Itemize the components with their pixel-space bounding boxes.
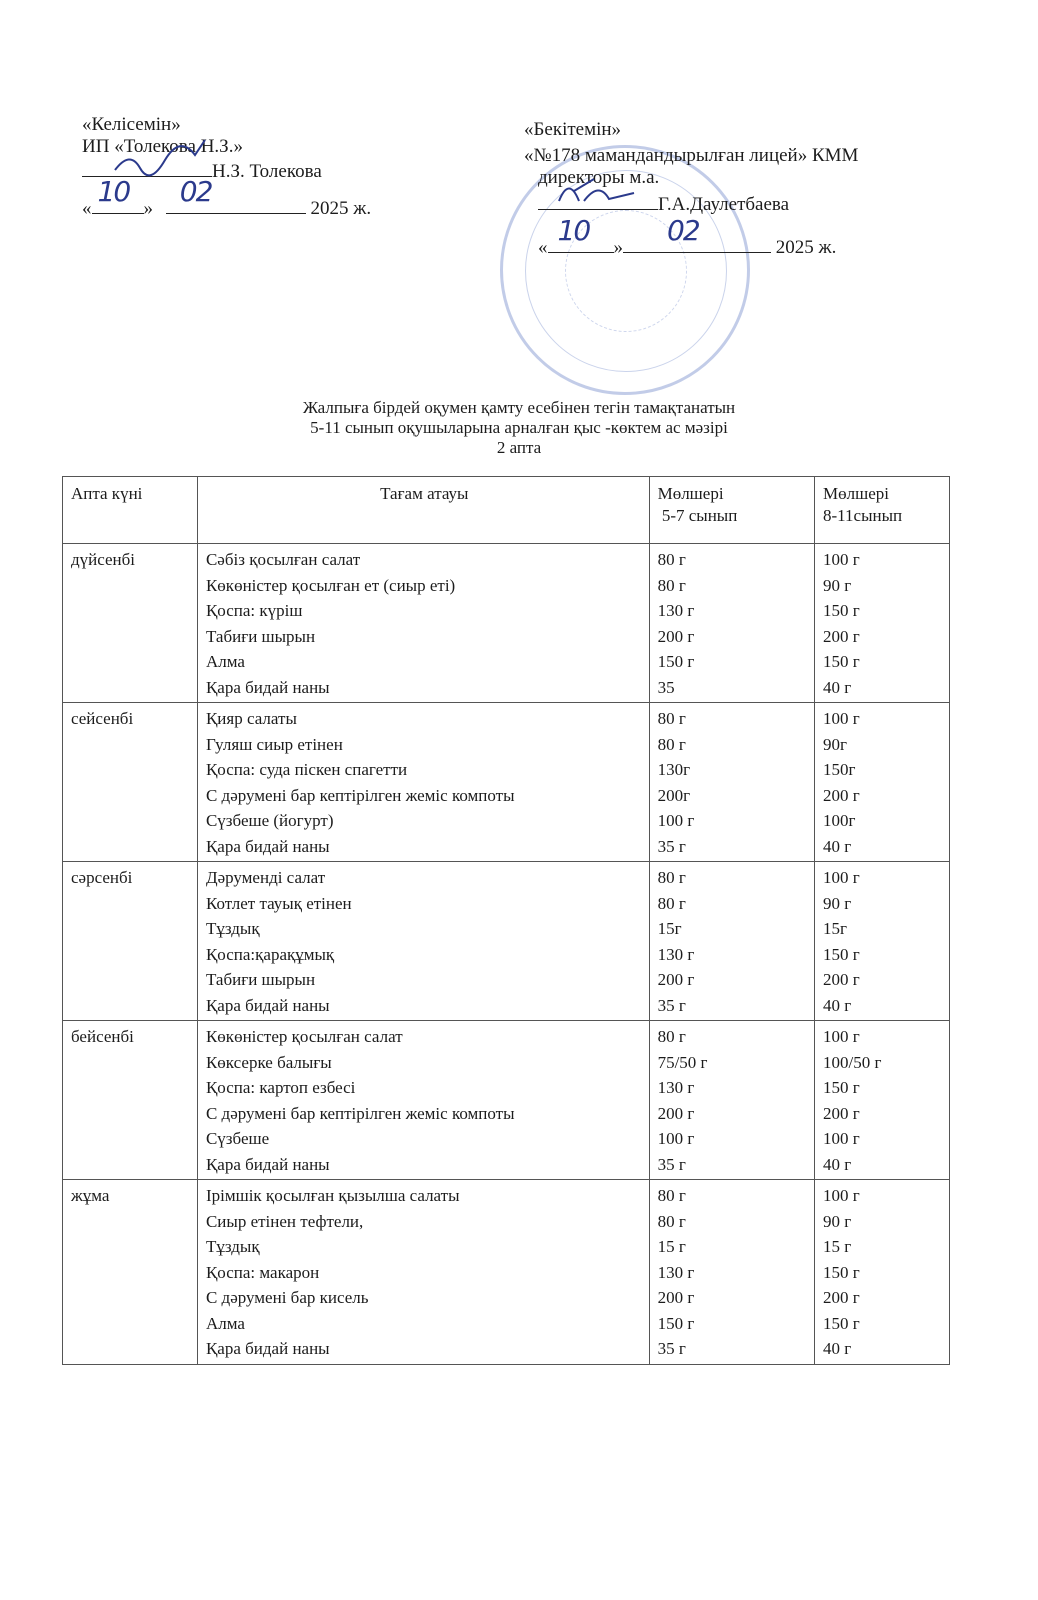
approval-right-position: директоры м.а. <box>538 167 660 188</box>
dish-name: Сиыр етінен тефтели, <box>205 1211 364 1231</box>
qty-value: 130 г <box>657 1078 695 1097</box>
qty-8-11-cell <box>815 703 950 862</box>
qty-value: 90 г <box>823 893 852 913</box>
qty-5-7-cell <box>649 862 814 1021</box>
approval-right-year: 2025 ж. <box>775 237 837 258</box>
dish-name: Дәруменді салат <box>205 868 326 887</box>
handwritten-day: 10 <box>97 175 130 208</box>
dish-name: Тұздық <box>205 1237 260 1256</box>
qty-8-11-cell <box>815 1021 950 1180</box>
dish-name: Гуляш сиыр етінен <box>205 734 343 754</box>
dish-name: Тұздық <box>205 919 260 938</box>
dish-name: Ірімшік қосылған қызылша салаты <box>205 1186 460 1205</box>
dish-name: Табиғи шырын <box>205 626 316 646</box>
handwritten-month: 02 <box>179 175 212 208</box>
header-day: Апта күні <box>63 477 198 544</box>
qty-value: 100 г <box>657 1129 695 1148</box>
document-title <box>0 398 1038 458</box>
header-qty-grade: 5-7 сынып <box>657 506 738 525</box>
approval-right-signature-line <box>524 191 858 216</box>
qty-value: 150 г <box>657 1313 695 1333</box>
day-cell <box>63 544 198 703</box>
dish-name: Котлет тауық етінен <box>205 893 352 913</box>
day-cell <box>63 862 198 1021</box>
qty-value: 15г <box>657 919 682 938</box>
qty-value: 200 г <box>823 970 860 989</box>
signature-icon <box>554 171 644 211</box>
qty-value: 35 г <box>657 1154 686 1174</box>
dish-name: Қоспа: картоп езбесі <box>205 1078 356 1097</box>
title-line-3: 2 апта <box>496 438 542 457</box>
menu-table <box>62 476 950 1365</box>
qty-value: 80 г <box>657 575 686 595</box>
qty-value: 130г <box>657 760 691 779</box>
dish-name: Қара бидай наны <box>205 1339 330 1358</box>
qty-8-11-cell <box>815 862 950 1021</box>
qty-value: 80 г <box>657 550 686 569</box>
approval-left-signer: Н.З. Толекова <box>212 161 322 182</box>
qty-value: 100 г <box>823 868 860 887</box>
qty-value: 35 г <box>657 995 686 1015</box>
qty-value: 90 г <box>823 1211 852 1231</box>
dish-name: Көксерке балығы <box>205 1052 332 1072</box>
qty-value: 15г <box>823 919 847 938</box>
approval-right-date <box>524 214 858 259</box>
qty-value: 150 г <box>823 652 860 671</box>
qty-value: 35 г <box>657 1339 686 1358</box>
date-quote-close: » <box>143 198 153 219</box>
day-name: жұма <box>71 1186 110 1205</box>
qty-value: 100г <box>823 811 856 830</box>
qty-8-11-cell <box>815 1180 950 1365</box>
qty-value: 200 г <box>657 970 695 989</box>
qty-value: 80 г <box>657 1211 686 1231</box>
day-name: дүйсенбі <box>71 550 136 569</box>
qty-value: 100 г <box>823 1186 860 1205</box>
day-name: сейсенбі <box>71 709 134 728</box>
qty-value: 40 г <box>823 836 852 856</box>
title-line-1: Жалпыға бірдей оқумен қамту есебінен тегін тамақтанатын <box>302 398 736 417</box>
dish-name: Сүзбеше (йогурт) <box>205 811 334 830</box>
qty-value: 200 г <box>657 1288 695 1307</box>
dish-name: Алма <box>205 1313 245 1333</box>
qty-value: 100/50 г <box>823 1052 882 1072</box>
dish-name: Алма <box>205 652 245 671</box>
approval-left-heading: «Келісемін» <box>82 114 181 135</box>
dish-name: Сәбіз қосылған салат <box>205 550 361 569</box>
dish-cell <box>197 703 649 862</box>
dish-cell <box>197 862 649 1021</box>
qty-value: 40 г <box>823 677 852 697</box>
approval-right-org: «№178 мамандандырылған лицей» КММ <box>524 145 859 166</box>
date-quote-open: « <box>82 198 92 219</box>
signature-icon <box>110 130 220 180</box>
header-qty-8-11 <box>815 477 950 544</box>
qty-8-11-cell <box>815 544 950 703</box>
dish-name: Сүзбеше <box>205 1129 270 1148</box>
qty-value: 80 г <box>657 868 686 887</box>
dish-cell <box>197 1180 649 1365</box>
qty-value: 200 г <box>823 626 860 646</box>
qty-value: 75/50 г <box>657 1052 708 1072</box>
qty-value: 150 г <box>657 652 695 671</box>
date-day-field <box>92 175 144 214</box>
qty-5-7-cell <box>649 544 814 703</box>
menu-table-body <box>63 544 950 1365</box>
qty-value: 100 г <box>823 709 860 728</box>
qty-value: 80 г <box>657 734 686 754</box>
dish-name: Табиғи шырын <box>205 970 316 989</box>
qty-value: 130 г <box>657 944 695 964</box>
qty-value: 150 г <box>823 1313 860 1333</box>
table-header-row <box>63 477 950 544</box>
qty-value: 80 г <box>657 1186 686 1205</box>
qty-value: 130 г <box>657 1262 695 1282</box>
dish-name: С дәрумені бар кисель <box>205 1288 369 1307</box>
date-day-field <box>548 214 614 253</box>
day-name: бейсенбі <box>71 1027 134 1046</box>
qty-value: 200 г <box>657 1103 695 1123</box>
qty-value: 150 г <box>823 1078 860 1097</box>
qty-5-7-cell <box>649 1021 814 1180</box>
day-cell <box>63 703 198 862</box>
dish-cell <box>197 1021 649 1180</box>
dish-name: Қияр салаты <box>205 709 297 728</box>
qty-value: 130 г <box>657 601 695 620</box>
qty-value: 35 <box>657 677 675 697</box>
day-cell <box>63 1021 198 1180</box>
qty-value: 150г <box>823 760 856 779</box>
dish-name: С дәрумені бар кептірілген жеміс компоты <box>205 785 515 805</box>
qty-value: 90г <box>823 734 847 754</box>
qty-value: 80 г <box>657 709 686 728</box>
date-quote-open: « <box>538 237 548 258</box>
dish-name: Қара бидай наны <box>205 677 330 697</box>
day-name: сәрсенбі <box>71 868 133 887</box>
day-cell <box>63 1180 198 1365</box>
date-quote-close: » <box>613 237 623 258</box>
qty-value: 100 г <box>823 1129 860 1148</box>
title-line-2: 5-11 сынып оқушыларына арналған қыс -көктем ас мәзірі <box>310 418 728 437</box>
qty-value: 200 г <box>657 626 695 646</box>
table-row <box>63 1180 950 1365</box>
approval-left-year: 2025 ж. <box>310 198 372 219</box>
qty-value: 200 г <box>823 1288 860 1307</box>
qty-value: 100 г <box>823 1027 860 1046</box>
table-row <box>63 703 950 862</box>
approval-right-signer: Г.А.Даулетбаева <box>658 194 790 215</box>
qty-value: 200 г <box>823 785 860 805</box>
approval-block-left <box>82 114 371 220</box>
table-row <box>63 1021 950 1180</box>
qty-value: 100 г <box>657 811 695 830</box>
handwritten-day: 10 <box>557 214 590 247</box>
qty-value: 80 г <box>657 1027 686 1046</box>
signature-field-right <box>538 191 658 210</box>
dish-name: Қара бидай наны <box>205 995 330 1015</box>
dish-name: Қоспа: күріш <box>205 601 303 620</box>
dish-cell <box>197 544 649 703</box>
approval-left-date <box>82 175 372 220</box>
qty-value: 90 г <box>823 575 852 595</box>
approval-block-right <box>524 119 858 259</box>
header-qty-label: Мөлшері <box>823 484 889 503</box>
qty-value: 100 г <box>823 550 860 569</box>
dish-name: Көкөністер қосылған ет (сиыр еті) <box>205 575 456 595</box>
table-row <box>63 862 950 1021</box>
qty-value: 150 г <box>823 601 860 620</box>
qty-value: 80 г <box>657 893 686 913</box>
table-row <box>63 544 950 703</box>
qty-value: 40 г <box>823 1154 852 1174</box>
header-qty-label: Мөлшері <box>657 484 724 503</box>
date-month-field <box>166 175 306 214</box>
qty-5-7-cell <box>649 1180 814 1365</box>
dish-name: Қоспа: макарон <box>205 1262 320 1282</box>
date-month-field <box>623 214 771 253</box>
header-qty-grade: 8-11сынып <box>823 506 903 525</box>
qty-value: 40 г <box>823 1339 852 1358</box>
dish-name: Қоспа:қарақұмық <box>205 944 335 964</box>
dish-name: Қара бидай наны <box>205 836 330 856</box>
qty-value: 150 г <box>823 944 860 964</box>
qty-value: 200 г <box>823 1103 860 1123</box>
qty-value: 35 г <box>657 836 686 856</box>
qty-value: 40 г <box>823 995 852 1015</box>
handwritten-month: 02 <box>667 214 699 247</box>
dish-name: Қара бидай наны <box>205 1154 330 1174</box>
qty-5-7-cell <box>649 703 814 862</box>
header-qty-5-7 <box>649 477 814 544</box>
approval-left-org: ИП «Толекова Н.З.» <box>82 136 243 157</box>
dish-name: Көкөністер қосылған салат <box>205 1027 403 1046</box>
qty-value: 150 г <box>823 1262 860 1282</box>
approval-right-heading: «Бекітемін» <box>524 119 622 140</box>
qty-value: 200г <box>657 785 691 805</box>
qty-value: 15 г <box>823 1237 852 1256</box>
qty-value: 15 г <box>657 1237 686 1256</box>
dish-name: Қоспа: суда піскен спагетти <box>205 760 408 779</box>
dish-name: С дәрумені бар кептірілген жеміс компоты <box>205 1103 515 1123</box>
header-dish: Тағам атауы <box>197 477 649 544</box>
